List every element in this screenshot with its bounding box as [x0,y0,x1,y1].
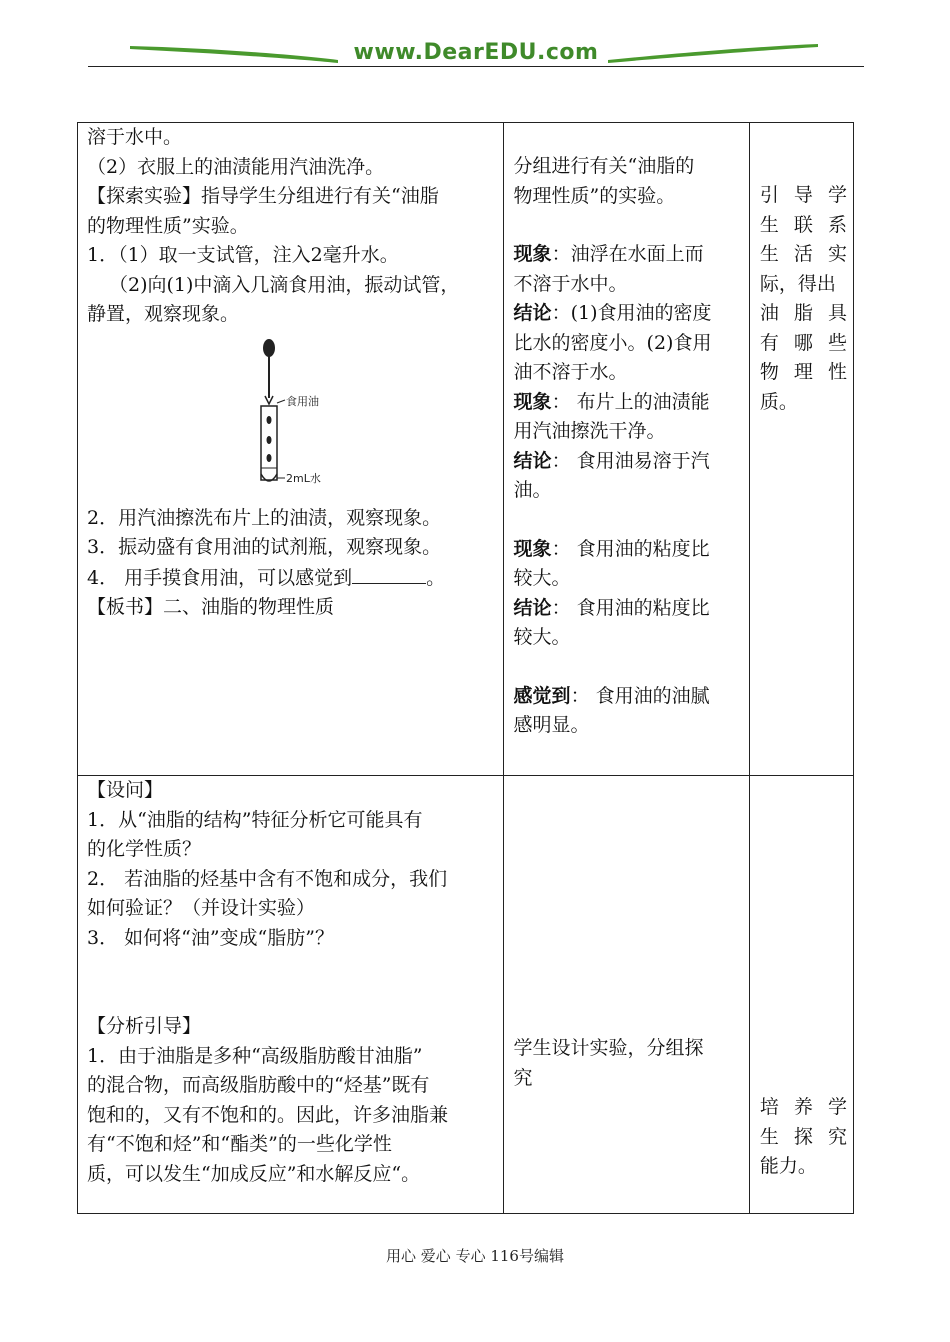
text-line: 物理性 [759,361,847,383]
text-line: 3．振动盛有食用油的试剂瓶，观察现象。 [87,536,442,558]
text-line [514,299,741,329]
text-line: 油脂具 [759,302,847,324]
text-line: 究 [513,1066,533,1089]
text-line: 2．用汽油擦洗布片上的油渍，观察现象。 [87,506,442,529]
text-line: 际，得出 [759,272,836,295]
conclusion-label: 结论 [513,449,552,472]
conclusion-label: 结论 [513,596,552,619]
text-line [514,594,741,624]
text-line: 生探究 [759,1125,847,1148]
text-line: 【分析引导】 [87,1015,202,1037]
text-line: 1．（1）取一支试管，注入2毫升水。 [87,244,399,266]
text-line: 学生设计实验，分组探 [513,1037,704,1059]
text-line: 较大。 [513,626,571,648]
text-line: 生联系 [759,213,847,236]
text-line: 感明显。 [513,714,590,736]
student-activity-cell [503,776,749,1214]
text-line: 有哪些 [759,331,847,354]
text-line [514,682,741,712]
text-line: 能力。 [759,1155,817,1177]
text-line: 有“不饱和烃”和“酯类”的一些化学性 [87,1133,392,1155]
water-label: 2mL水 [286,471,321,485]
conclusion-text: ：(1)食用油的密度 [551,302,712,324]
design-purpose-cell [749,776,853,1214]
site-logo-text[interactable]: www.DearEDU.com [353,40,599,65]
text-line: 的混合物，而高级脂肪酸中的“烃基”既有 [87,1074,430,1096]
question-text: 4． 用手摸食用油，可以感觉到 [87,566,353,589]
text-line: 生活实 [759,243,847,265]
text-line [514,388,741,418]
observation-label: 现象 [513,243,552,265]
text-line: 油不溶于水。 [513,361,628,383]
conclusion-text: ： 食用油易溶于汽 [551,449,710,472]
fill-in-blank [352,563,426,584]
text-line: （2）衣服上的油渍能用汽油洗净。 [87,155,385,178]
text-line: 1．从“油脂的结构”特征分析它可能具有 [87,808,423,831]
text-line: 的物理性质”实验。 [87,214,249,237]
feeling-label: 感觉到 [513,684,571,707]
conclusion-text: ： 食用油的粘度比 [551,596,710,619]
text-line: 培养学 [759,1096,847,1118]
page-header [88,38,864,70]
table-row [78,123,854,776]
feeling-text: ： 食用油的油腻 [570,684,710,707]
text-line [514,447,741,477]
text-line: 【探索实验】指导学生分组进行有关“油脂 [87,185,439,207]
text-line: （2)向(1)中滴入几滴食用油，振动试管， [109,273,460,296]
text-line: 2． 若油脂的烃基中含有不饱和成分，我们 [87,867,448,890]
observation-label: 现象 [513,390,552,413]
observation-text: ： 布片上的油渍能 [551,390,710,413]
text-line: 不溶于水中。 [513,272,628,295]
observation-text: ：油浮在水面上而 [551,243,704,265]
text-line: 饱和的，又有不饱和的。因此，许多油脂兼 [87,1103,449,1126]
text-line: 的化学性质？ [87,838,202,860]
text-line: 分组进行有关“油脂的 [513,155,695,177]
table-row [78,776,854,1214]
text-line: 溶于水中。 [87,126,183,148]
lesson-table [77,122,854,1214]
text-line: 【设问】 [87,779,164,801]
oil-label: 食用油 [286,394,319,408]
text-line: 比水的密度小。(2)食用 [513,331,712,354]
text-line: 【板书】二、油脂的物理性质 [87,596,335,618]
header-rule [88,66,864,67]
text-line: 用汽油擦洗干净。 [513,420,666,442]
text-line: 1．由于油脂是多种“高级脂肪酸甘油脂” [87,1044,423,1067]
text-line: 静置，观察现象。 [87,303,240,325]
punctuation: 。 [426,566,446,589]
conclusion-label: 结论 [513,302,552,324]
design-purpose-cell [749,123,853,776]
observation-label: 现象 [513,537,552,560]
text-line: 3． 如何将“油”变成“脂肪”？ [87,926,334,949]
text-line [87,563,495,594]
student-activity-cell [503,123,749,776]
text-line: 质。 [759,390,798,413]
observation-text: ： 食用油的粘度比 [551,537,710,560]
text-line: 油。 [513,479,552,501]
test-tube-figure [255,338,355,488]
text-line [514,535,741,565]
text-line: 质，可以发生“加成反应”和水解反应“。 [87,1162,421,1185]
text-line [514,240,741,270]
text-line: 物理性质”的实验。 [513,184,676,207]
text-line: 如何验证？（并设计实验） [87,897,316,919]
page-footer: 用心 爱心 专心 116号编辑 [386,1247,564,1265]
text-line: 引导学 [759,184,847,206]
teacher-activity-cell [78,776,504,1214]
teacher-activity-cell [78,123,504,776]
text-line: 较大。 [513,567,571,589]
